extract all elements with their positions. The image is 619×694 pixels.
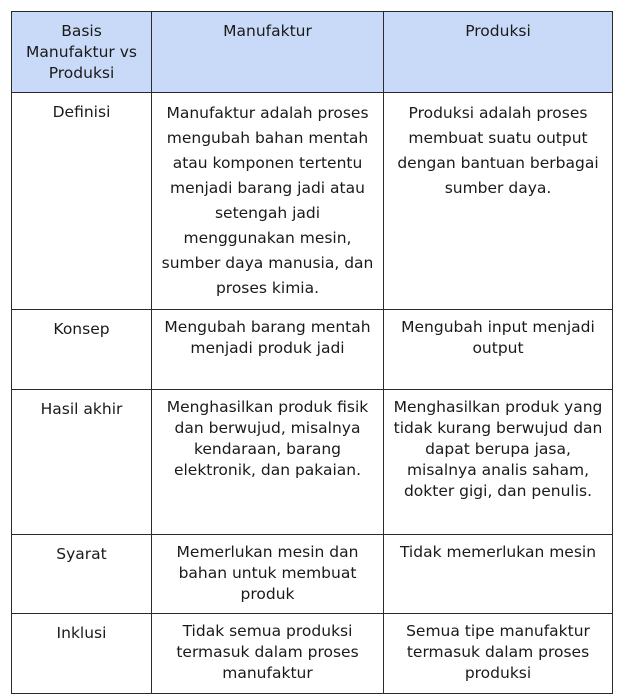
header-manufaktur: Manufaktur: [152, 12, 384, 93]
comparison-table: [11, 11, 613, 694]
table-row-syarat: [12, 535, 613, 614]
cell-manufaktur: Mengubah barang mentah menjadi produk jadi: [152, 310, 384, 390]
cell-produksi: Mengubah input menjadi output: [384, 310, 613, 390]
cell-basis: Hasil akhir: [12, 390, 152, 535]
cell-manufaktur: Tidak semua produksi termasuk dalam proses manufaktur: [152, 614, 384, 694]
cell-basis: Syarat: [12, 535, 152, 614]
cell-manufaktur: Memerlukan mesin dan bahan untuk membuat produk: [152, 535, 384, 614]
cell-produksi: Semua tipe manufaktur termasuk dalam proses produksi: [384, 614, 613, 694]
header-produksi: Produksi: [384, 12, 613, 93]
table-row-definisi: [12, 93, 613, 310]
cell-produksi: Produksi adalah proses membuat suatu output dengan bantuan berbagai sumber daya.: [384, 93, 613, 310]
table-row-inklusi: [12, 614, 613, 694]
table-row-konsep: [12, 310, 613, 390]
cell-basis: Inklusi: [12, 614, 152, 694]
cell-produksi: Tidak memerlukan mesin: [384, 535, 613, 614]
cell-basis: Konsep: [12, 310, 152, 390]
header-basis: Basis Manufaktur vs Produksi: [12, 12, 152, 93]
cell-manufaktur: Menghasilkan produk fisik dan berwujud, misalnya kendaraan, barang elektronik, dan pakaian.: [152, 390, 384, 535]
header-row: [12, 12, 613, 93]
cell-manufaktur: Manufaktur adalah proses mengubah bahan mentah atau komponen tertentu menjadi barang jadi atau setengah jadi menggunakan mesin, sumber daya manusia, dan proses kimia.: [152, 93, 384, 310]
cell-produksi: Menghasilkan produk yang tidak kurang berwujud dan dapat berupa jasa, misalnya analis saham, dokter gigi, dan penulis.: [384, 390, 613, 535]
table-row-hasil-akhir: [12, 390, 613, 535]
cell-basis: Definisi: [12, 93, 152, 310]
